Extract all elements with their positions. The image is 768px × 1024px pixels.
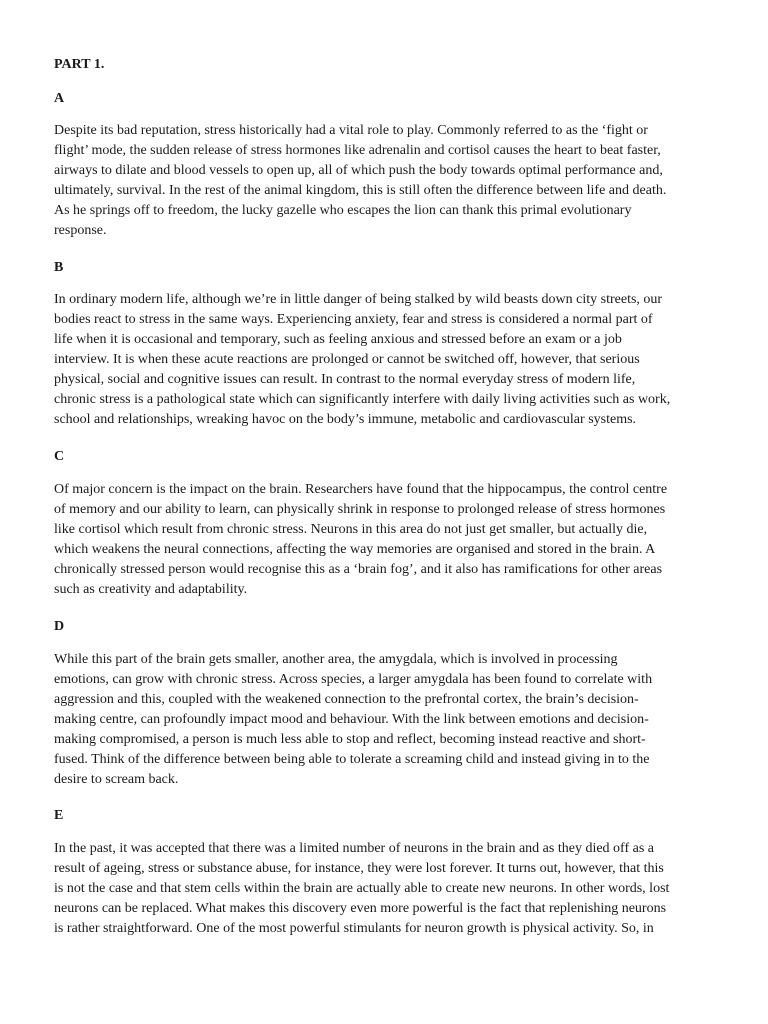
paragraph-line: ultimately, survival. In the rest of the animal kingdom, this is still often the difference between life and death. — [54, 183, 667, 198]
paragraph-d — [54, 650, 716, 790]
paragraph-line: making centre, can profoundly impact mood and behaviour. With the link between emotions and decision- — [54, 712, 649, 727]
paragraph-line: bodies react to stress in the same ways. Experiencing anxiety, fear and stress is considered a normal part of — [54, 312, 653, 327]
paragraph-line: Of major concern is the impact on the brain. Researchers have found that the hippocampus, the control centre — [54, 482, 668, 497]
part-title: PART 1. — [54, 57, 105, 72]
paragraph-line: of memory and our ability to learn, can physically shrink in response to prolonged release of stress hormones — [54, 502, 666, 517]
paragraph-a — [54, 121, 716, 241]
section-label-d: D — [54, 619, 65, 634]
paragraph-line: neurons can be replaced. What makes this discovery even more powerful is the fact that replenishing neurons — [54, 901, 667, 916]
paragraph-line: interview. It is when these acute reactions are prolonged or cannot be switched off, however, that serious — [54, 352, 640, 367]
section-label-a: A — [54, 91, 65, 106]
paragraph-line: airways to dilate and blood vessels to open up, all of which push the body towards optimal performance and, — [54, 163, 663, 178]
section-label-b: B — [54, 260, 64, 275]
paragraph-line: making compromised, a person is much less able to stop and reflect, becoming instead reactive and short- — [54, 732, 646, 747]
paragraph-line: desire to scream back. — [54, 772, 179, 787]
paragraph-line: chronic stress is a pathological state which can significantly interfere with daily living activities such as work, — [54, 392, 671, 407]
paragraph-line: response. — [54, 223, 107, 238]
paragraph-line: such as creativity and adaptability. — [54, 582, 248, 597]
paragraph-line: flight’ mode, the sudden release of stress hormones like adrenalin and cortisol causes the heart to beat faster, — [54, 143, 661, 158]
paragraph-line: chronically stressed person would recognise this as a ‘brain fog’, and it also has ramifications for other areas — [54, 562, 663, 577]
paragraph-line: In the past, it was accepted that there was a limited number of neurons in the brain and as they died off as a — [54, 841, 654, 856]
paragraph-line: is not the case and that stem cells within the brain are actually able to create new neurons. In other words, lost — [54, 881, 670, 896]
paragraph-line: In ordinary modern life, although we’re in little danger of being stalked by wild beasts down city streets, our — [54, 292, 663, 307]
paragraph-line: Despite its bad reputation, stress historically had a vital role to play. Commonly referred to as the ‘fight or — [54, 123, 648, 138]
paragraph-line: aggression and this, coupled with the weakened connection to the prefrontal cortex, the brain’s decision- — [54, 692, 639, 707]
paragraph-line: like cortisol which result from chronic stress. Neurons in this area do not just get smaller, but actually die, — [54, 522, 648, 537]
paragraph-line: school and relationships, wreaking havoc on the body’s immune, metabolic and cardiovascular systems. — [54, 412, 637, 427]
paragraph-line: fused. Think of the difference between being able to tolerate a screaming child and instead giving in to the — [54, 752, 650, 767]
paragraph-line: physical, social and cognitive issues can result. In contrast to the normal everyday stress of modern life, — [54, 372, 636, 387]
section-label-e: E — [54, 808, 64, 823]
paragraph-line: which weakens the neural connections, affecting the way memories are organised and stored in the brain. A — [54, 542, 656, 557]
paragraph-line: life when it is occasional and temporary, such as feeling anxious and stressed before an exam or a job — [54, 332, 622, 347]
paragraph-b — [54, 290, 716, 430]
paragraph-e — [54, 839, 716, 939]
section-label-c: C — [54, 449, 65, 464]
paragraph-line: emotions, can grow with chronic stress. Across species, a larger amygdala has been found to correlate with — [54, 672, 653, 687]
paragraph-line: As he springs off to freedom, the lucky gazelle who escapes the lion can thank this primal evolutionary — [54, 203, 632, 218]
paragraph-line: While this part of the brain gets smaller, another area, the amygdala, which is involved in processing — [54, 652, 618, 667]
paragraph-line: is rather straightforward. One of the most powerful stimulants for neuron growth is physical activity. So, in — [54, 921, 654, 936]
paragraph-line: result of ageing, stress or substance abuse, for instance, they were lost forever. It turns out, however, that this — [54, 861, 664, 876]
paragraph-c — [54, 480, 716, 600]
